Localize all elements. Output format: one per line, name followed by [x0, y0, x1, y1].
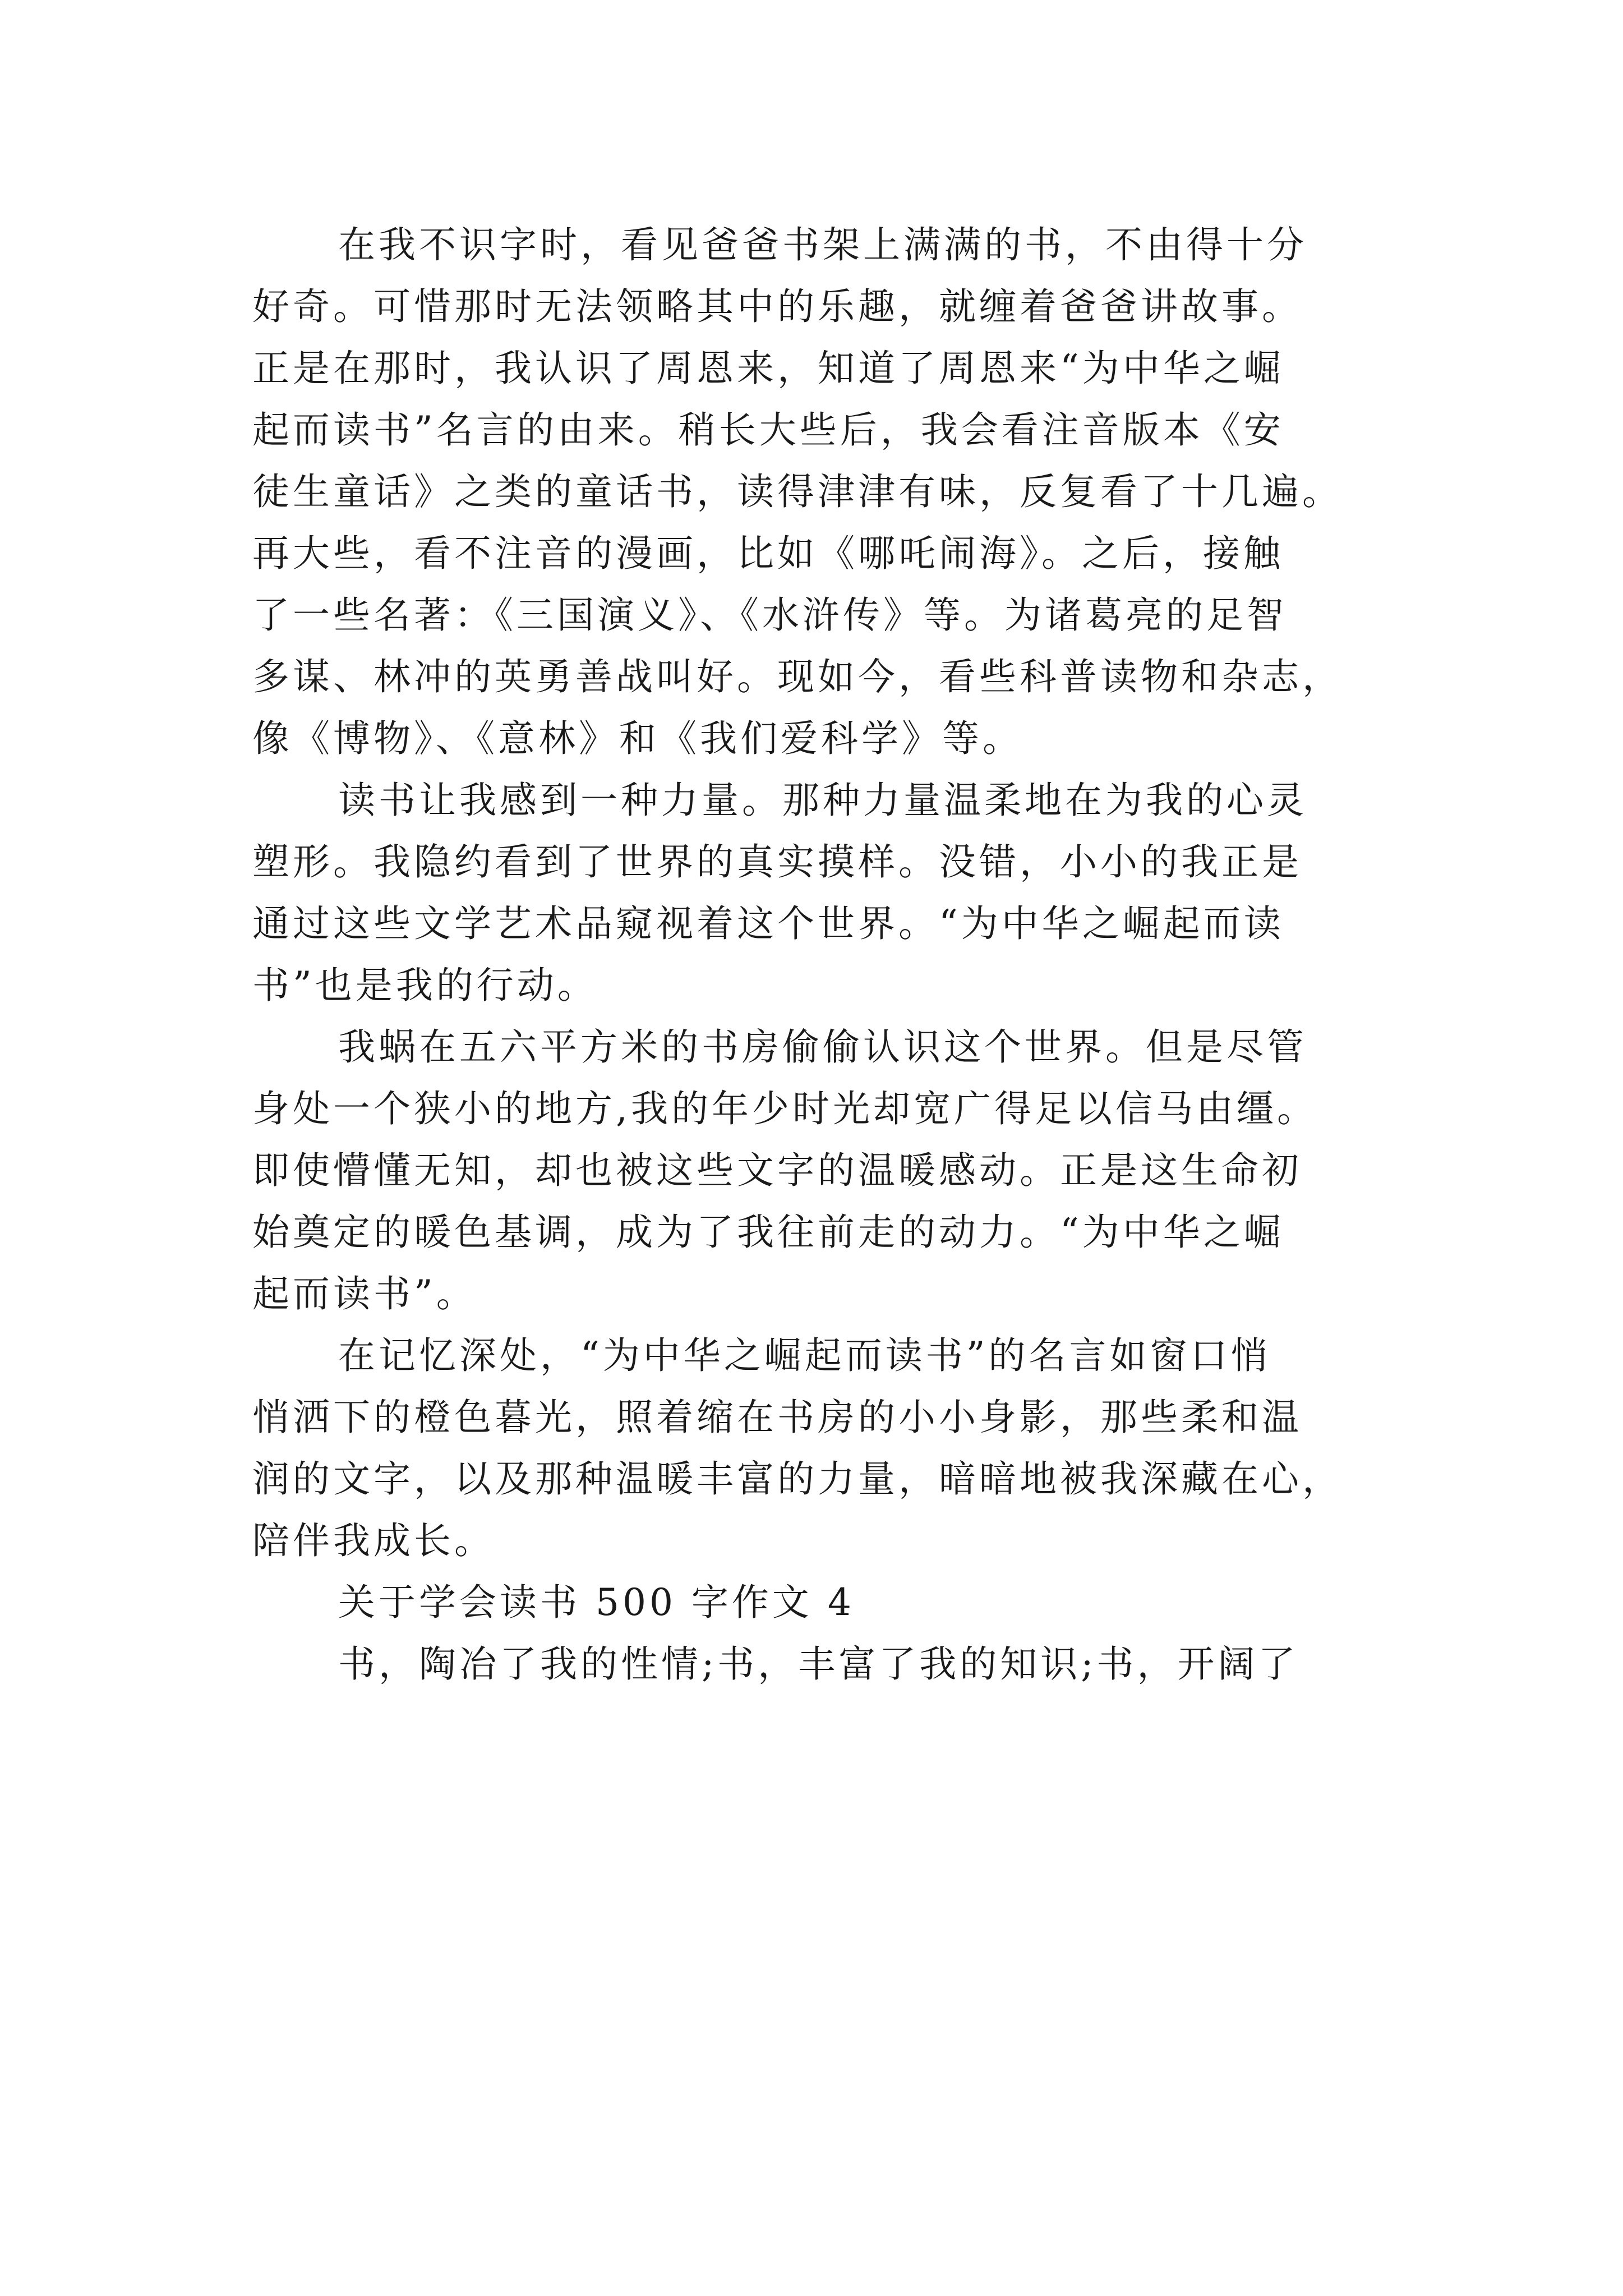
paragraph-line-22: 陪伴我成长。	[252, 1519, 495, 1562]
paragraph-line-11: 塑形。我隐约看到了世界的真实摸样。没错，小小的我正是	[252, 840, 1302, 884]
paragraph-line-7: 了一些名著：《三国演义》、《水浒传》等。为诸葛亮的足智	[252, 593, 1287, 637]
paragraph-line-3: 正是在那时，我认识了周恩来，知道了周恩来“为中华之崛	[252, 347, 1284, 390]
paragraph-line-14: 我蜗在五六平方米的书房偷偷认识这个世界。但是尽管	[338, 1025, 1307, 1069]
paragraph-line-5: 徒生童话》之类的童话书，读得津津有味，反复看了十几遍。	[252, 470, 1343, 513]
paragraph-line-6: 再大些，看不注音的漫画，比如《哪吒闹海》。之后，接触	[252, 532, 1284, 575]
paragraph-line-13: 书”也是我的行动。	[252, 964, 598, 1007]
paragraph-line-17: 始奠定的暖色基调，成为了我往前走的动力。“为中华之崛	[252, 1211, 1284, 1254]
paragraph-line-12: 通过这些文学艺术品窥视着这个世界。“为中华之崛起而读	[252, 902, 1284, 945]
paragraph-line-19: 在记忆深处，“为中华之崛起而读书”的名言如窗口悄	[338, 1334, 1271, 1377]
paragraph-line-20: 悄洒下的橙色暮光，照着缩在书房的小小身影，那些柔和温	[252, 1396, 1302, 1439]
paragraph-line-18: 起而读书”。	[252, 1272, 477, 1315]
paragraph-line-16: 即使懵懂无知，却也被这些文字的温暖感动。正是这生命初	[252, 1149, 1302, 1192]
paragraph-line-24: 书，陶冶了我的性情;书，丰富了我的知识;书，开阔了	[338, 1642, 1299, 1686]
paragraph-line-10: 读书让我感到一种力量。那种力量温柔地在为我的心灵	[338, 779, 1307, 822]
paragraph-line-9: 像《博物》、《意林》和《我们爱科学》等。	[252, 717, 1023, 760]
paragraph-line-2: 好奇。可惜那时无法领略其中的乐趣，就缠着爸爸讲故事。	[252, 285, 1302, 328]
paragraph-line-1: 在我不识字时，看见爸爸书架上满满的书，不由得十分	[338, 223, 1307, 266]
paragraph-line-15: 身处一个狭小的地方,我的年少时光却宽广得足以信马由缰。	[252, 1087, 1317, 1130]
paragraph-line-21: 润的文字，以及那种温暖丰富的力量，暗暗地被我深藏在心，	[252, 1457, 1343, 1501]
section-heading: 关于学会读书 500 字作文 4	[338, 1581, 855, 1624]
paragraph-line-4: 起而读书”名言的由来。稍长大些后，我会看注音版本《安	[252, 408, 1284, 452]
paragraph-line-8: 多谋、林冲的英勇善战叫好。现如今，看些科普读物和杂志，	[252, 655, 1343, 698]
